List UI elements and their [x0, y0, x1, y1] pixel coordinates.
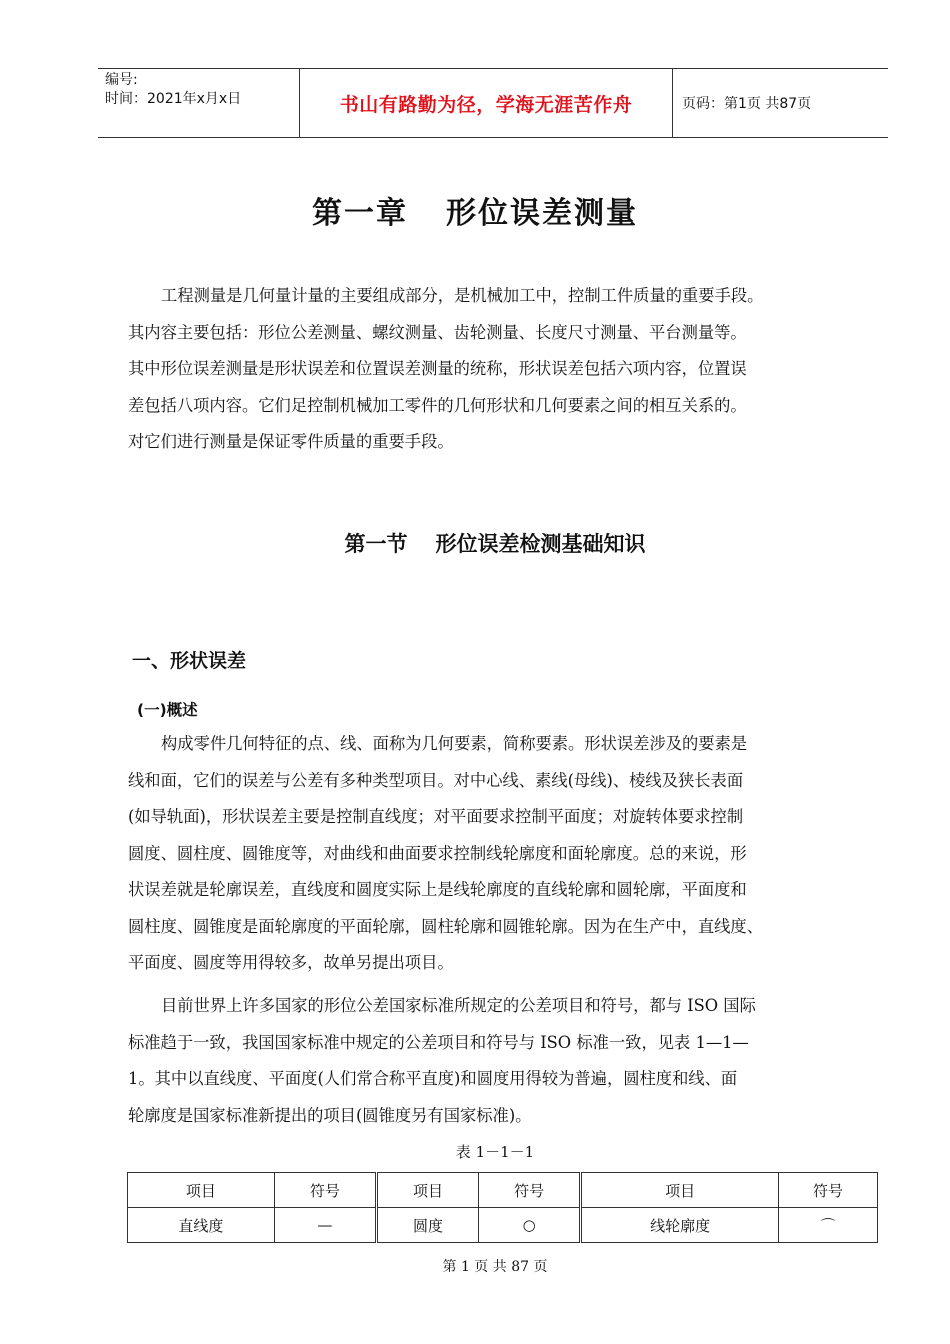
standards-paragraph [128, 988, 873, 1134]
intro-paragraph [128, 278, 873, 461]
section-prefix: 第一节 [344, 532, 408, 556]
text-line: 对它们进行测量是保证零件质量的重要手段。 [128, 432, 454, 451]
table-header-row [128, 1173, 878, 1208]
text-line: 状误差就是轮廓误差，直线度和圆度实际上是线轮廓度的直线轮廓和圆轮廓，平面度和 [128, 880, 747, 899]
text-line: 工程测量是几何量计量的主要组成部分，是机械加工中，控制工件质量的重要手段。 [161, 286, 764, 305]
text-line: 标准趋于一致，我国国家标准中规定的公差项目和符号与 ISO 标准一致，见表 1—1— [128, 1032, 749, 1052]
table-cell: 线轮廓度 [581, 1208, 779, 1243]
text-line: (如导轨面)，形状误差主要是控制直线度；对平面要求控制平面度；对旋转体要求控制 [128, 807, 744, 826]
chapter-name: 形位误差测量 [446, 196, 638, 231]
header-motto-cell [300, 69, 673, 137]
table-caption: 表 1－1－1 [455, 1143, 535, 1161]
page-footer: 第 1 页 共 87 页 [442, 1259, 548, 1275]
chapter-title [0, 188, 950, 232]
table-header-cell: 符号 [274, 1173, 376, 1208]
heading-shape-error: 一、形状误差 [132, 650, 247, 672]
table-header-cell: 项目 [581, 1173, 779, 1208]
text-line: 其内容主要包括：形位公差测量、螺纹测量、齿轮测量、长度尺寸测量、平台测量等。 [128, 322, 747, 342]
text-line: 圆度、圆柱度、圆锥度等，对曲线和曲面要求控制线轮廓度和面轮廓度。总的来说，形 [128, 843, 747, 863]
tolerance-table [127, 1172, 878, 1243]
text-line: 线和面，它们的误差与公差有多种类型项目。对中心线、素线(母线)、棱线及狭长表面 [128, 770, 744, 790]
table-header-cell: 符号 [479, 1173, 581, 1208]
document-header [98, 68, 888, 138]
straightness-symbol: — [274, 1208, 376, 1243]
text-line: 其中形位误差测量是形状误差和位置误差测量的统称，形状误差包括六项内容，位置误 [128, 359, 747, 378]
text-line: 1。其中以直线度、平面度(人们常合称平直度)和圆度用得较为普遍，圆柱度和线、面 [128, 1069, 738, 1088]
header-page-cell [673, 69, 888, 137]
table-header-cell: 项目 [376, 1173, 478, 1208]
table-cell: 直线度 [128, 1208, 275, 1243]
text-line: 圆柱度、圆锥度是面轮廓度的平面轮廓，圆柱轮廓和圆锥轮廓。因为在生产中，直线度、 [128, 916, 763, 936]
section-title [0, 528, 950, 558]
header-meta [98, 69, 300, 137]
table-cell: 圆度 [376, 1208, 478, 1243]
motto-text: 书山有路勤为径，学海无涯苦作舟 [339, 93, 633, 116]
text-line: 平面度、圆度等用得较多，故单另提出项目。 [128, 953, 454, 972]
time-label: 时间：2021年x月x日 [105, 91, 242, 107]
text-line: 构成零件几何特征的点、线、面称为几何要素，简称要素。形状误差涉及的要素是 [161, 734, 748, 753]
line-profile-symbol: ⌒ [779, 1208, 878, 1243]
page-label: 页码：第1页 共87页 [682, 96, 812, 112]
section-name: 形位误差检测基础知识 [435, 532, 646, 556]
roundness-symbol: ○ [479, 1208, 581, 1243]
chapter-prefix: 第一章 [312, 196, 408, 231]
heading-overview: (一)概述 [137, 701, 198, 719]
text-line: 目前世界上许多国家的形位公差国家标准所规定的公差项目和符号，都与 ISO 国际 [161, 996, 756, 1015]
table-header-cell: 符号 [779, 1173, 878, 1208]
text-line: 差包括八项内容。它们足控制机械加工零件的几何形状和几何要素之间的相互关系的。 [128, 395, 747, 415]
table-row [128, 1208, 878, 1243]
table-header-cell: 项目 [128, 1173, 275, 1208]
text-line: 轮廓度是国家标准新提出的项目(圆锥度另有国家标准)。 [128, 1105, 532, 1125]
overview-paragraph [128, 726, 873, 982]
number-label: 编号: [105, 72, 138, 88]
